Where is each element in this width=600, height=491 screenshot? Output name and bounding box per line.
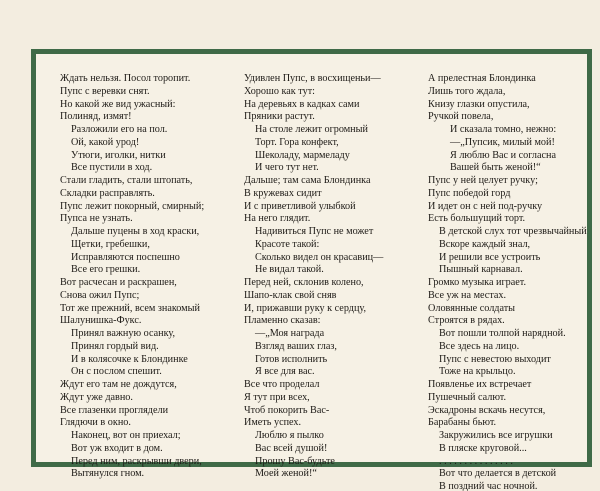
poem-line: Полиняд, измят! (60, 111, 132, 123)
poem-line: Ждут уже давно. (60, 391, 133, 403)
poem-line: Ой, какой урод! (71, 136, 140, 148)
poem-line: Глядючи в окно. (60, 417, 131, 429)
poem-line: Вот что делается в детской (439, 468, 557, 480)
poem-line: Есть большущий торт. (428, 213, 526, 225)
poem-line: Вашей быть женой!“ (450, 162, 541, 174)
poem-line: Удивлен Пупс, в восхищеньи— (244, 73, 381, 84)
poem-line: Пупс победой горд (428, 187, 511, 199)
poem-line: Оловянные солдаты (428, 302, 516, 314)
poem-line: И в колясочке к Блондинке (71, 353, 188, 365)
poem-line: Не видал такой. (255, 264, 324, 276)
poem-line: Строятся в рядах. (428, 315, 505, 327)
poem-line: Моей женой!“ (255, 468, 317, 480)
poem-line: На деревьях в кадках сами (244, 98, 360, 110)
poem-column-right (428, 73, 587, 491)
poem-line: Я тут при всех, (244, 391, 310, 403)
poem-line: Пупс с веревки снят. (60, 85, 150, 97)
poem-line: Шеколаду, мармеладу (255, 149, 350, 161)
poem-line: Закружились все игрушки (439, 430, 553, 441)
poem-line: Наконец, вот он приехал; (71, 430, 181, 441)
poem-line: Вскоре каждый знал, (439, 238, 531, 250)
poem-line: Все что проделал (244, 379, 320, 390)
poem-line: И с приветливой улыбкой (244, 200, 356, 212)
poem-line: Я все для вас. (255, 366, 315, 378)
poem-line: Ждут его там не дождутся, (60, 379, 177, 390)
poem-line: Но какой же вид ужасный: (60, 98, 176, 110)
poem-line: Принял важную осанку, (71, 328, 176, 339)
poem-line: Вот расчесан и раскрашен, (60, 277, 177, 288)
poem-line: Шапо-клак свой сняв (244, 289, 337, 301)
poem-line: Перед ним, раскрывши двери, (71, 455, 202, 467)
poem-line: Пышный карнавал. (439, 264, 523, 276)
poem-line: Пламенно сказав: (244, 315, 321, 327)
poem-line: —„Моя награда (255, 328, 325, 339)
poem-line: Дальше; там сама Блондинка (244, 175, 371, 186)
poem-line: Пупс лежит покорный, смирный; (60, 200, 205, 212)
poem-line: Прошу Вас-будьте (255, 455, 335, 467)
poem-line: Все пустили в ход. (71, 162, 153, 174)
poem-line: Исправляются поспешно (71, 251, 180, 263)
poem-line: Взгляд ваших глаз, (255, 340, 337, 352)
poem-line: Перед ней, склонив колено, (244, 277, 364, 288)
poem-line: Тоже на крыльцо. (439, 366, 516, 378)
poem-line: Вот пошли толпой нарядной. (439, 328, 566, 339)
poem-line: Стали гладить, стали штопать, (60, 175, 193, 186)
poem-line: Сколько видел он красавиц— (255, 251, 384, 263)
poem-line: На него глядит. (244, 213, 311, 225)
poem-line: Вас всей душой! (255, 442, 328, 454)
poem-line: И, прижавши руку к сердцу, (244, 302, 367, 314)
poem-line: Разложили его на пол. (71, 124, 168, 135)
poem-line: Ручкой повела, (428, 111, 494, 123)
poem-line: Вот уж входит в дом. (71, 442, 163, 454)
poem-line: Пупс с невестою выходит (439, 353, 551, 365)
poem-line: Готов исполнить (255, 353, 328, 365)
poem-line: Все его грешки. (71, 264, 141, 276)
poem-line: Иметь успех. (244, 417, 302, 429)
poem-line: Вытянулся гном. (71, 468, 145, 480)
poem-line: Он с послом спешит. (71, 366, 162, 378)
poem-line: Чтоб покорить Вас- (244, 404, 330, 416)
poem-line: В поздний час ночной. (439, 481, 538, 491)
poem-line: Люблю я пылко (255, 430, 324, 441)
poem-line: Громко музыка играет. (428, 277, 527, 288)
poem-line: В детской слух тот чрезвычайный (439, 226, 587, 237)
poem-column-left (60, 73, 204, 481)
poem-line: В пляске круговой... (439, 442, 527, 454)
poem-line: Складки расправлять. (60, 187, 155, 199)
poem-line: Пупс у ней целует ручку; (428, 175, 538, 186)
poem-line: Дальше пуцены в ход краски, (71, 226, 200, 237)
poem-line: И чего тут нет. (255, 162, 319, 174)
poem-line: На столе лежит огромный (255, 124, 368, 135)
poem-line: Появленье их встречает (428, 379, 532, 390)
poem-line: Все здесь на лицо. (439, 340, 520, 352)
poem-line: . . . . . . . . . . . . . . . (439, 455, 513, 467)
poem-line: Утюги, иголки, нитки (71, 149, 166, 161)
poem-line: Пупса не узнать. (60, 213, 133, 225)
poem-line: И решили все устроить (439, 251, 541, 263)
poem-line: Тот же прежний, всем знакомый (60, 302, 200, 314)
poem-line: Ждать нельзя. Посол торопит. (60, 73, 191, 84)
poem-line: Надивиться Пупс не может (255, 226, 374, 237)
poem-line: Эскадроны вскачь несутся, (428, 404, 546, 416)
poem-line: Пряники растут. (244, 111, 315, 123)
poem-line: Лишь того ждала, (428, 85, 506, 97)
poem-line: В кружевах сидит (244, 187, 322, 199)
poem-line: Хорошо как тут: (244, 85, 315, 97)
poem-line: Торт. Гора конфект, (255, 136, 339, 148)
poem-line: Принял гордый вид. (71, 340, 159, 352)
poem-line: Я люблю Вас и согласна (450, 149, 556, 161)
poem-line: Все глазенки проглядели (60, 404, 169, 416)
poem-line: Пушечный салют. (428, 391, 507, 403)
poem-column-middle (244, 73, 383, 481)
poem-line: И идет он с ней под-ручку (428, 200, 543, 212)
poem-line: Снова ожил Пупс; (60, 289, 140, 301)
poem-line: Шалунишка-Фукс. (60, 315, 142, 327)
poem-line: Книзу глазки опустила, (428, 98, 530, 110)
poem-line: А прелестная Блондинка (428, 73, 536, 84)
poem-line: Щетки, гребешки, (71, 238, 150, 250)
poem-line: Барабаны бьют. (428, 417, 497, 429)
poem-line: Красоте такой: (255, 238, 320, 250)
poem-line: И сказала томно, нежно: (450, 124, 557, 135)
poem-line: —„Пупсик, милый мой! (450, 136, 555, 148)
poem-line: Все уж на местах. (428, 289, 507, 301)
